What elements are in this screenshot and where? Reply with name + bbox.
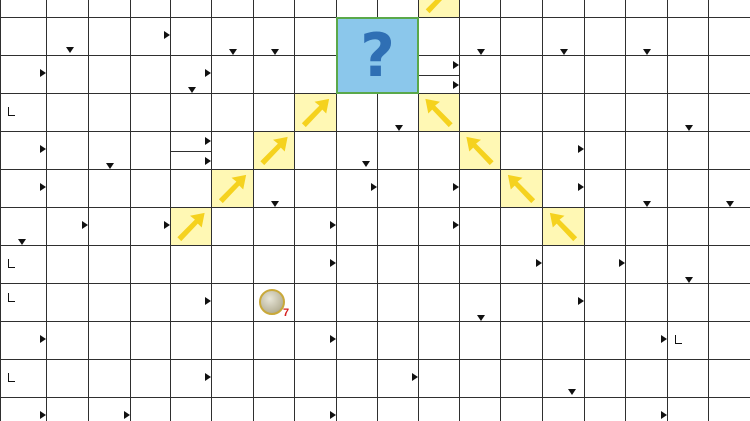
answer-cell[interactable] xyxy=(46,283,89,322)
answer-cell[interactable] xyxy=(708,55,750,94)
answer-cell[interactable] xyxy=(459,245,501,284)
answer-cell[interactable] xyxy=(708,321,750,360)
answer-cell[interactable] xyxy=(130,283,171,322)
yellow-arrow-icon xyxy=(254,132,294,169)
highlighted-answer-cell[interactable] xyxy=(500,169,543,208)
yellow-arrow-icon xyxy=(419,94,459,131)
arrow-elbow-icon xyxy=(8,293,15,302)
answer-cell[interactable] xyxy=(667,131,709,170)
answer-cell[interactable] xyxy=(377,283,419,322)
answer-cell[interactable] xyxy=(253,321,295,360)
answer-cell[interactable] xyxy=(418,397,460,421)
arrow-down-icon xyxy=(66,47,74,53)
answer-cell[interactable] xyxy=(418,321,460,360)
yellow-arrow-icon xyxy=(460,132,500,169)
answer-cell[interactable] xyxy=(708,245,750,284)
answer-cell[interactable] xyxy=(294,0,337,18)
answer-cell[interactable] xyxy=(336,321,378,360)
arrow-down-icon xyxy=(477,315,485,321)
answer-cell[interactable] xyxy=(46,397,89,421)
answer-cell[interactable] xyxy=(625,131,668,170)
clue-cell xyxy=(0,17,47,56)
arrow-right-icon xyxy=(330,259,336,267)
answer-cell[interactable] xyxy=(542,397,585,421)
answer-cell[interactable] xyxy=(253,93,295,132)
answer-cell[interactable] xyxy=(253,207,295,246)
arrow-down-icon xyxy=(685,125,693,131)
arrow-right-icon xyxy=(578,145,584,153)
answer-cell[interactable] xyxy=(294,131,337,170)
answer-cell[interactable] xyxy=(211,321,254,360)
answer-cell[interactable] xyxy=(584,207,626,246)
answer-cell[interactable] xyxy=(88,359,131,398)
answer-cell[interactable] xyxy=(211,283,254,322)
arrow-right-icon xyxy=(330,221,336,229)
answer-cell[interactable] xyxy=(88,321,131,360)
arrow-right-icon xyxy=(40,411,46,419)
arrow-down-icon xyxy=(477,49,485,55)
mystery-word-box xyxy=(336,17,419,94)
answer-cell[interactable] xyxy=(667,397,709,421)
answer-cell[interactable] xyxy=(211,131,254,170)
answer-cell[interactable] xyxy=(253,359,295,398)
answer-cell[interactable] xyxy=(253,0,295,18)
answer-cell[interactable] xyxy=(500,17,543,56)
clue-cell xyxy=(0,0,47,18)
answer-cell[interactable] xyxy=(708,359,750,398)
answer-cell[interactable] xyxy=(336,397,378,421)
answer-cell[interactable] xyxy=(130,93,171,132)
answer-cell[interactable] xyxy=(625,207,668,246)
question-mark-icon: ? xyxy=(360,20,395,91)
answer-cell[interactable] xyxy=(418,245,460,284)
arrow-down-icon xyxy=(395,125,403,131)
answer-cell[interactable] xyxy=(336,0,378,18)
answer-cell[interactable] xyxy=(500,93,543,132)
answer-cell[interactable] xyxy=(294,55,337,94)
arrow-right-icon xyxy=(205,373,211,381)
answer-cell[interactable] xyxy=(667,207,709,246)
answer-cell[interactable] xyxy=(584,131,626,170)
clue-cell xyxy=(130,0,171,18)
arrow-right-icon xyxy=(578,183,584,191)
answer-cell[interactable] xyxy=(130,169,171,208)
arrow-right-icon xyxy=(40,335,46,343)
answer-cell[interactable] xyxy=(170,17,212,56)
arrow-right-icon xyxy=(661,411,667,419)
highlighted-answer-cell[interactable] xyxy=(542,207,585,246)
arrow-elbow-icon xyxy=(8,373,15,382)
answer-cell[interactable] xyxy=(625,245,668,284)
answer-cell[interactable] xyxy=(88,207,131,246)
clue-cell xyxy=(708,17,750,56)
arrow-right-icon xyxy=(82,221,88,229)
clue-cell xyxy=(294,17,337,56)
arrow-right-icon xyxy=(453,61,459,69)
answer-cell[interactable] xyxy=(584,283,626,322)
clue-cell xyxy=(584,93,626,132)
arrow-elbow-icon xyxy=(8,259,15,268)
answer-cell[interactable] xyxy=(625,55,668,94)
answer-cell[interactable] xyxy=(708,207,750,246)
answer-cell[interactable] xyxy=(708,0,750,18)
answer-cell[interactable] xyxy=(253,245,295,284)
answer-cell[interactable] xyxy=(377,169,419,208)
answer-cell[interactable] xyxy=(130,55,171,94)
arrow-down-icon xyxy=(560,49,568,55)
clue-cell xyxy=(336,93,378,132)
answer-cell[interactable] xyxy=(46,131,89,170)
highlighted-answer-cell[interactable] xyxy=(418,93,460,132)
answer-cell[interactable] xyxy=(211,245,254,284)
clue-cell xyxy=(542,359,585,398)
euro-coin-icon xyxy=(259,289,285,315)
answer-cell[interactable] xyxy=(130,359,171,398)
answer-cell[interactable] xyxy=(88,55,131,94)
answer-cell[interactable] xyxy=(88,283,131,322)
clue-cell xyxy=(170,0,212,18)
answer-cell[interactable] xyxy=(542,245,585,284)
answer-cell[interactable] xyxy=(667,17,709,56)
arrow-right-icon xyxy=(205,137,211,145)
answer-cell[interactable] xyxy=(46,359,89,398)
arrow-right-icon xyxy=(40,69,46,77)
answer-cell[interactable] xyxy=(336,359,378,398)
arrow-right-icon xyxy=(330,335,336,343)
answer-cell[interactable] xyxy=(459,93,501,132)
answer-cell[interactable] xyxy=(542,93,585,132)
arrow-right-icon xyxy=(205,157,211,165)
answer-cell[interactable] xyxy=(584,17,626,56)
arrow-down-icon xyxy=(362,161,370,167)
arrow-right-icon xyxy=(453,221,459,229)
arrow-right-icon xyxy=(371,183,377,191)
answer-cell[interactable] xyxy=(500,321,543,360)
answer-cell[interactable] xyxy=(336,245,378,284)
highlighted-answer-cell[interactable] xyxy=(253,131,295,170)
answer-cell[interactable] xyxy=(500,283,543,322)
highlighted-answer-cell[interactable] xyxy=(211,169,254,208)
answer-cell[interactable] xyxy=(336,207,378,246)
yellow-arrow-icon xyxy=(295,94,336,131)
answer-cell[interactable] xyxy=(418,359,460,398)
answer-cell[interactable] xyxy=(584,359,626,398)
arrow-down-icon xyxy=(568,389,576,395)
highlighted-answer-cell[interactable] xyxy=(294,93,337,132)
answer-cell[interactable] xyxy=(500,359,543,398)
answer-cell[interactable] xyxy=(542,321,585,360)
answer-cell[interactable] xyxy=(46,245,89,284)
arrow-right-icon xyxy=(661,335,667,343)
answer-cell[interactable] xyxy=(170,397,212,421)
answer-cell[interactable] xyxy=(708,283,750,322)
answer-cell[interactable] xyxy=(88,0,131,18)
arrow-elbow-icon xyxy=(8,107,15,116)
answer-cell[interactable] xyxy=(459,55,501,94)
answer-cell[interactable] xyxy=(211,0,254,18)
answer-cell[interactable] xyxy=(377,207,419,246)
answer-cell[interactable] xyxy=(130,397,171,421)
clue-divider xyxy=(419,75,459,76)
answer-cell[interactable] xyxy=(377,321,419,360)
arrow-down-icon xyxy=(188,87,196,93)
yellow-arrow-icon xyxy=(419,0,459,17)
arrow-down-icon xyxy=(685,277,693,283)
answer-cell[interactable] xyxy=(88,17,131,56)
answer-cell[interactable] xyxy=(584,321,626,360)
arrow-right-icon xyxy=(536,259,542,267)
answer-cell[interactable] xyxy=(294,283,337,322)
arrow-right-icon xyxy=(124,411,130,419)
solution-number: 7 xyxy=(283,307,290,319)
yellow-arrow-icon xyxy=(171,208,211,245)
answer-cell[interactable] xyxy=(130,321,171,360)
answer-cell[interactable] xyxy=(625,359,668,398)
answer-cell[interactable] xyxy=(46,55,89,94)
answer-cell[interactable] xyxy=(294,169,337,208)
arrow-right-icon xyxy=(619,259,625,267)
answer-cell[interactable] xyxy=(377,131,419,170)
answer-cell[interactable] xyxy=(46,93,89,132)
answer-cell[interactable] xyxy=(584,55,626,94)
answer-cell[interactable] xyxy=(253,55,295,94)
answer-cell[interactable] xyxy=(459,0,501,18)
clue-cell xyxy=(542,0,585,18)
answer-cell[interactable] xyxy=(667,359,709,398)
answer-cell[interactable] xyxy=(459,207,501,246)
answer-cell[interactable] xyxy=(584,0,626,18)
answer-cell[interactable] xyxy=(667,55,709,94)
answer-cell[interactable] xyxy=(625,0,668,18)
answer-cell[interactable] xyxy=(418,131,460,170)
answer-cell[interactable] xyxy=(459,169,501,208)
answer-cell[interactable] xyxy=(88,169,131,208)
answer-cell[interactable] xyxy=(667,283,709,322)
answer-cell[interactable] xyxy=(625,93,668,132)
answer-cell[interactable] xyxy=(88,245,131,284)
answer-cell[interactable] xyxy=(170,169,212,208)
clue-cell xyxy=(377,0,419,18)
answer-cell[interactable] xyxy=(170,245,212,284)
answer-cell[interactable] xyxy=(253,397,295,421)
arrow-right-icon xyxy=(205,69,211,77)
arrow-down-icon xyxy=(726,201,734,207)
yellow-arrow-icon xyxy=(543,208,584,245)
answer-cell[interactable] xyxy=(667,169,709,208)
answer-cell[interactable] xyxy=(170,93,212,132)
answer-cell[interactable] xyxy=(211,359,254,398)
answer-cell[interactable] xyxy=(667,321,709,360)
answer-cell[interactable] xyxy=(459,321,501,360)
clue-cell xyxy=(46,0,89,18)
arrow-down-icon xyxy=(106,163,114,169)
arrow-right-icon xyxy=(40,183,46,191)
answer-cell[interactable] xyxy=(211,55,254,94)
answer-cell[interactable] xyxy=(500,397,543,421)
answer-cell[interactable] xyxy=(336,283,378,322)
arrow-right-icon xyxy=(453,183,459,191)
answer-cell[interactable] xyxy=(625,283,668,322)
answer-cell[interactable] xyxy=(377,245,419,284)
arrow-down-icon xyxy=(18,239,26,245)
answer-cell[interactable] xyxy=(0,283,47,322)
answer-cell[interactable] xyxy=(459,359,501,398)
answer-cell[interactable] xyxy=(500,0,543,18)
answer-cell[interactable] xyxy=(294,359,337,398)
arrow-down-icon xyxy=(271,49,279,55)
clue-cell xyxy=(211,207,254,246)
answer-cell[interactable] xyxy=(459,397,501,421)
arrow-down-icon xyxy=(643,201,651,207)
arrow-right-icon xyxy=(40,145,46,153)
answer-cell[interactable] xyxy=(708,93,750,132)
arrow-down-icon xyxy=(643,49,651,55)
clue-cell xyxy=(500,207,543,246)
answer-cell[interactable] xyxy=(88,93,131,132)
arrow-right-icon xyxy=(164,221,170,229)
answer-cell[interactable] xyxy=(500,55,543,94)
highlighted-answer-cell[interactable] xyxy=(418,0,460,18)
yellow-arrow-icon xyxy=(212,170,253,207)
arrow-right-icon xyxy=(164,31,170,39)
answer-cell[interactable] xyxy=(500,131,543,170)
answer-cell[interactable] xyxy=(130,131,171,170)
highlighted-answer-cell[interactable] xyxy=(459,131,501,170)
arrow-right-icon xyxy=(453,81,459,89)
highlighted-answer-cell[interactable] xyxy=(170,207,212,246)
answer-cell[interactable] xyxy=(130,245,171,284)
arrow-right-icon xyxy=(578,297,584,305)
answer-cell[interactable] xyxy=(211,397,254,421)
arrow-right-icon xyxy=(205,297,211,305)
answer-cell[interactable] xyxy=(418,17,460,56)
answer-cell[interactable] xyxy=(46,321,89,360)
answer-cell[interactable] xyxy=(418,283,460,322)
answer-cell[interactable] xyxy=(584,397,626,421)
arrow-down-icon xyxy=(271,201,279,207)
clue-cell xyxy=(336,131,378,170)
arrow-down-icon xyxy=(229,49,237,55)
answer-cell[interactable] xyxy=(542,55,585,94)
answer-cell[interactable] xyxy=(377,397,419,421)
answer-cell[interactable] xyxy=(708,131,750,170)
answer-cell[interactable] xyxy=(170,321,212,360)
answer-cell[interactable] xyxy=(46,169,89,208)
answer-cell[interactable] xyxy=(708,397,750,421)
answer-cell[interactable] xyxy=(211,93,254,132)
arrow-right-icon xyxy=(330,411,336,419)
clue-divider xyxy=(171,151,211,152)
yellow-arrow-icon xyxy=(501,170,542,207)
arrow-elbow-icon xyxy=(675,335,682,344)
arrow-right-icon xyxy=(412,373,418,381)
answer-cell[interactable] xyxy=(584,169,626,208)
answer-cell[interactable] xyxy=(667,0,709,18)
